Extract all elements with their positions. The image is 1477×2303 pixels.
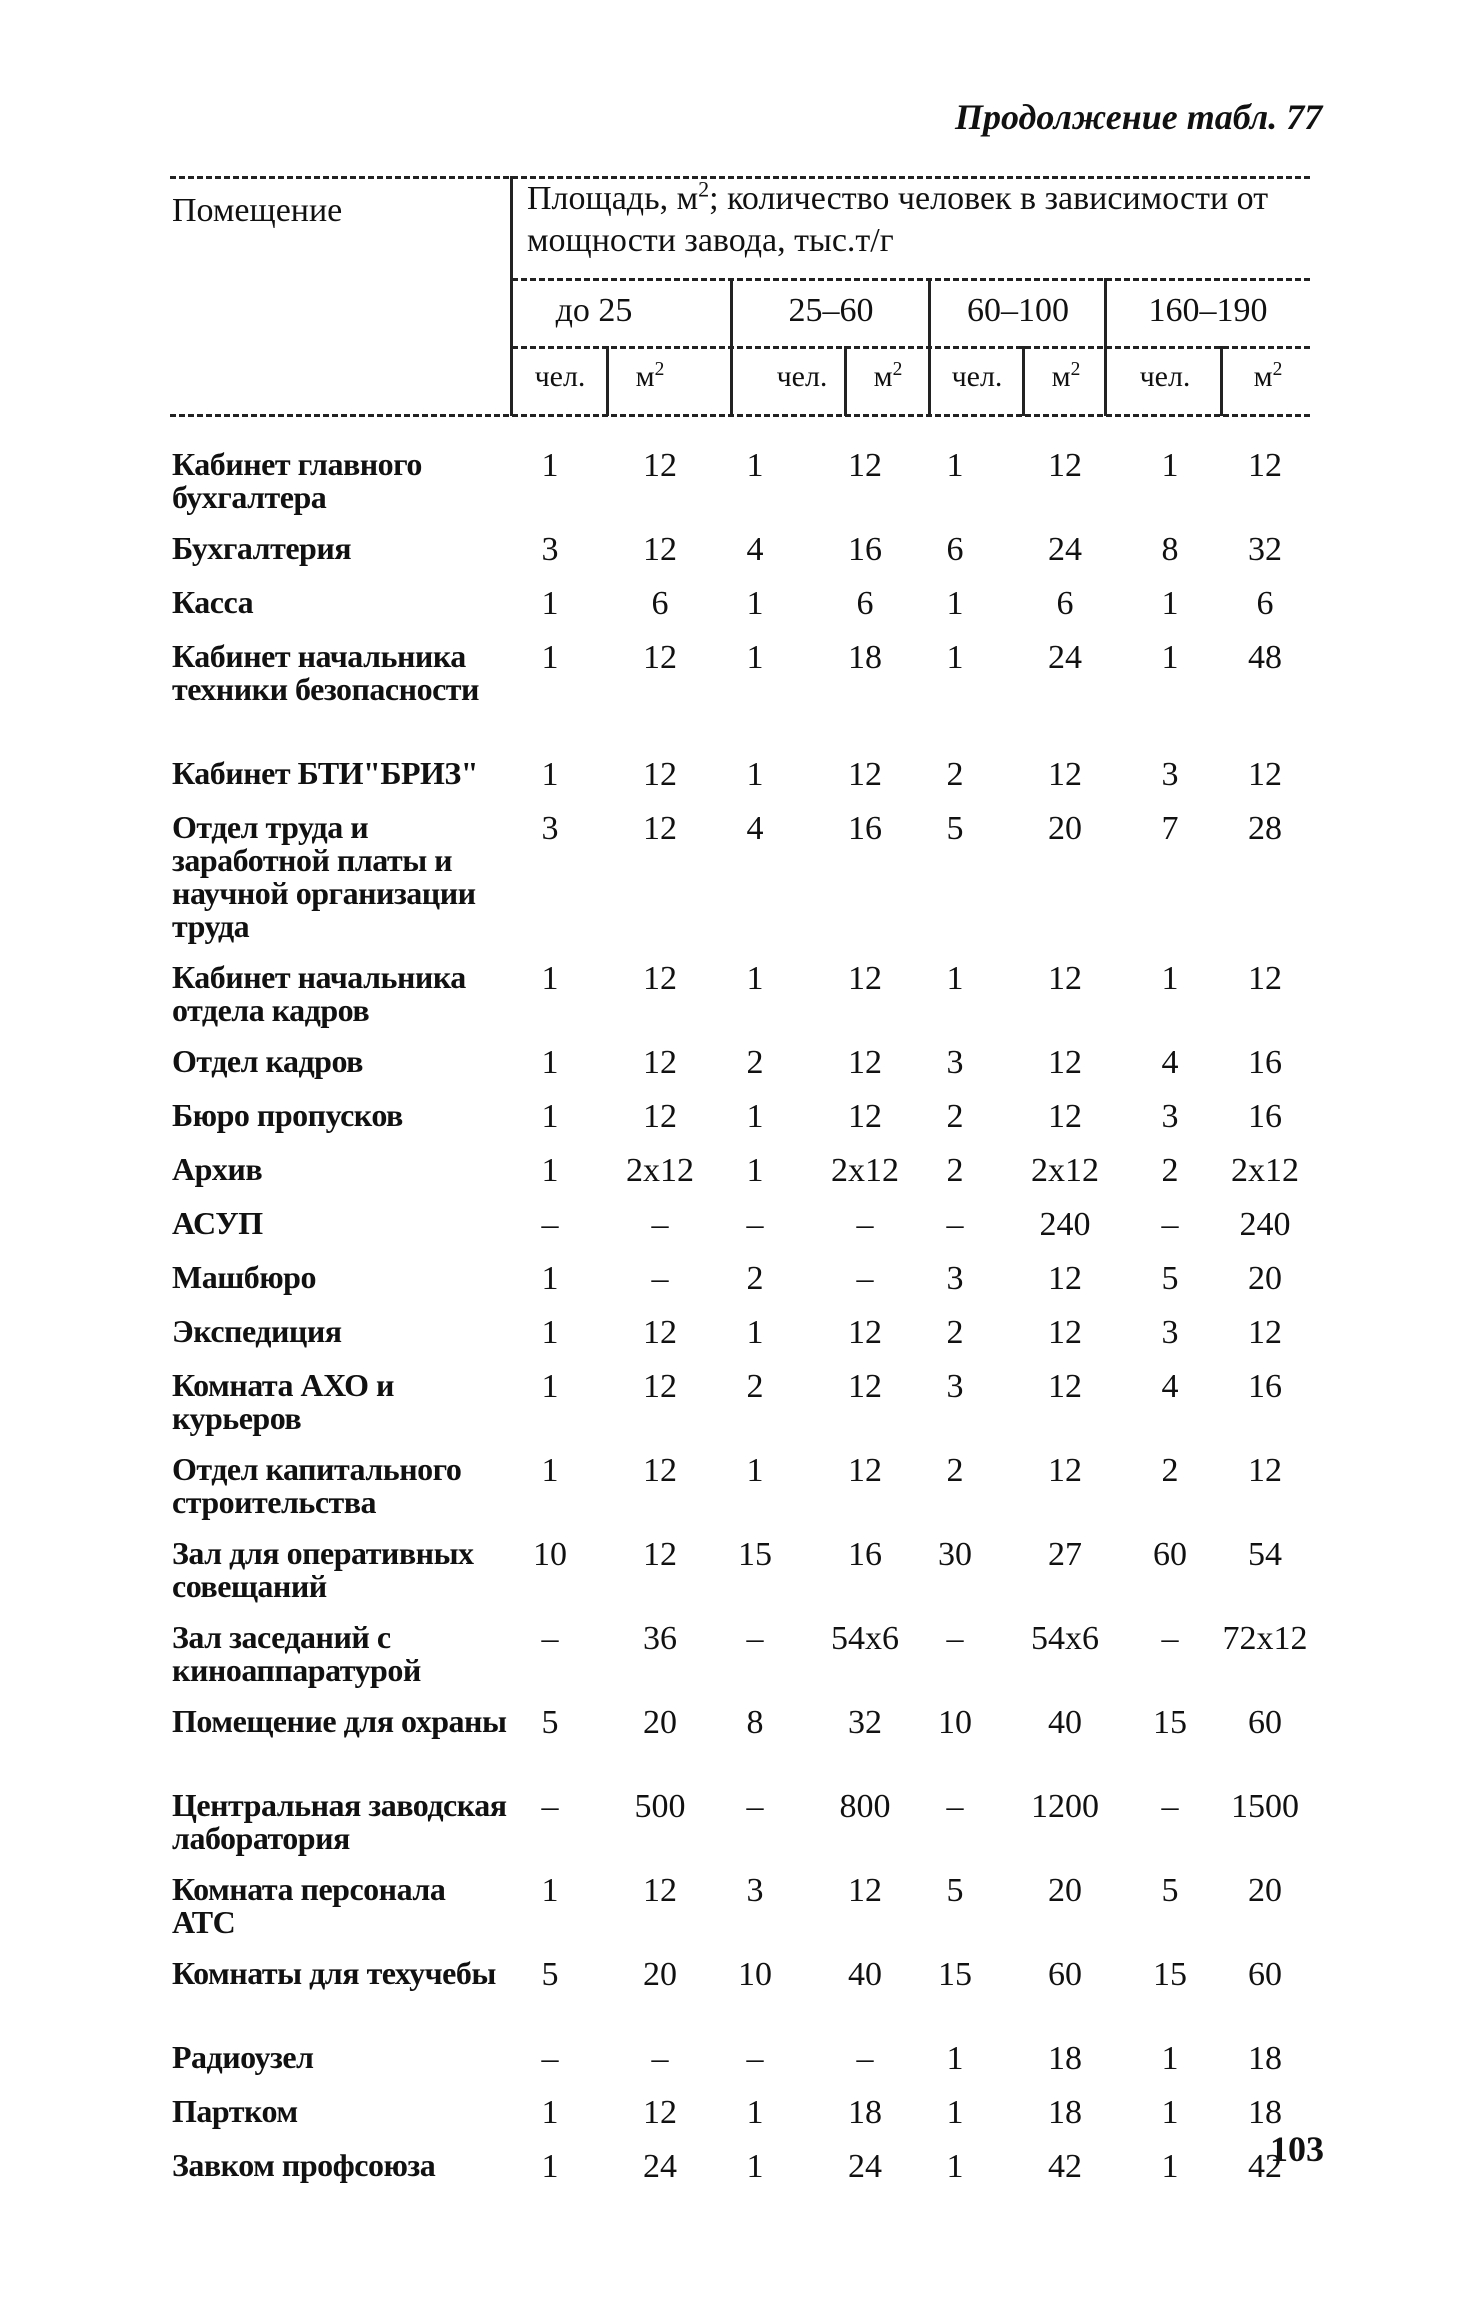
cell-area: 24 [643,2148,677,2185]
table-row [0,640,1477,757]
cell-people: 1 [541,1872,559,1909]
cell-area: 32 [848,1704,882,1741]
cell-area: 20 [1248,1260,1282,1297]
cell-area: 28 [1248,810,1282,847]
cell-area: 2x12 [1031,1152,1099,1189]
cell-people: 3 [1161,1314,1179,1351]
cell-people: – [946,1620,964,1657]
table-row [0,1789,1477,1873]
cell-area: 12 [1048,1044,1082,1081]
cell-people: 1 [946,585,964,622]
row-name: Комната АХО и курьеров [172,1367,394,1436]
cell-people: – [541,2040,559,2077]
cell-area: 18 [1248,2040,1282,2077]
table-row [0,1453,1477,1537]
cell-area: 12 [848,1872,882,1909]
row-name: АСУП [172,1205,263,1241]
cell-area: 12 [848,1098,882,1135]
cell-area: 12 [1048,1260,1082,1297]
row-name: Завком профсоюза [172,2147,436,2183]
cell-area: 12 [643,1044,677,1081]
cell-people: 1 [1161,2148,1179,2185]
cell-people: 1 [541,2148,559,2185]
page-number: 103 [1270,2129,1324,2169]
sub-area: $м^2$ [635,359,665,393]
cell-people: – [541,1788,559,1825]
cell-people: – [1161,1206,1179,1243]
table-row [0,1705,1477,1789]
group-label: 60–100 [967,292,1069,329]
row-name: Помещение для охраны [172,1703,507,1739]
row-name: Экспедиция [172,1313,342,1349]
table-row [0,1153,1477,1207]
cell-area: 16 [1248,1098,1282,1135]
cell-area: 800 [839,1788,891,1825]
cell-area: 12 [848,1044,882,1081]
cell-people: 1 [746,1152,764,1189]
cell-people: 15 [1153,1704,1187,1741]
cell-area: 12 [1048,960,1082,997]
cell-people: 1 [541,1152,559,1189]
cell-people: 2 [946,1314,964,1351]
table-row [0,1537,1477,1621]
cell-area: 18 [848,2094,882,2131]
row-name: Отдел капитального строительства [172,1451,462,1520]
cell-area: 6 [1056,585,1074,622]
row-name: Партком [172,2093,298,2129]
cell-area: 6 [651,585,669,622]
cell-area: 12 [643,960,677,997]
cell-people: – [541,1620,559,1657]
cell-area: 40 [848,1956,882,1993]
cell-area: 16 [1248,1044,1282,1081]
cell-people: 15 [738,1536,772,1573]
cell-area: 12 [643,1368,677,1405]
cell-people: 1 [541,756,559,793]
cell-people: 5 [541,1704,559,1741]
cell-area: 72x12 [1222,1620,1308,1657]
table-row [0,1621,1477,1705]
cell-area: 12 [643,639,677,676]
cell-area: – [651,1260,669,1297]
cell-area: 12 [643,756,677,793]
cell-area: 16 [1248,1368,1282,1405]
group-label: до 25 [555,292,633,329]
cell-area: 12 [848,756,882,793]
cell-area: 6 [856,585,874,622]
cell-area: – [856,2040,874,2077]
cell-people: 1 [746,639,764,676]
cell-area: 12 [1048,1368,1082,1405]
cell-people: 3 [946,1260,964,1297]
sub-divider-4 [1220,346,1223,416]
table-row [0,586,1477,640]
row-name: Отдел труда и заработной платы и научной организации труда [172,809,476,944]
cell-people: – [746,1788,764,1825]
cell-people: 3 [541,810,559,847]
cell-people: 2 [1161,1452,1179,1489]
cell-people: – [541,1206,559,1243]
cell-area: 12 [1248,756,1282,793]
cell-area: 6 [1256,585,1274,622]
cell-area: 240 [1239,1206,1291,1243]
cell-area: 2x12 [1231,1152,1299,1189]
cell-area: 12 [848,1368,882,1405]
cell-area: 20 [1048,1872,1082,1909]
table-row [0,1261,1477,1315]
row-name: Комната персонала АТС [172,1871,446,1940]
cell-people: 15 [938,1956,972,1993]
row-name: Отдел кадров [172,1043,363,1079]
cell-people: 1 [1161,2040,1179,2077]
cell-people: 1 [1161,447,1179,484]
group-label: 25–60 [788,292,874,329]
cell-people: 1 [746,1098,764,1135]
cell-area: 42 [1248,2148,1282,2185]
cell-area: 500 [634,1788,686,1825]
cell-area: 12 [643,1872,677,1909]
header-room: Помещение [172,192,343,229]
cell-people: 4 [746,531,764,568]
cell-area: 12 [643,810,677,847]
cell-area: 12 [848,447,882,484]
sub-area: $м^2$ [1253,359,1283,393]
cell-people: 5 [946,1872,964,1909]
cell-people: 2 [946,1452,964,1489]
cell-area: 12 [848,1314,882,1351]
cell-area: 54x6 [831,1620,899,1657]
cell-area: 40 [1048,1704,1082,1741]
cell-people: 15 [1153,1956,1187,1993]
cell-area: 12 [1048,756,1082,793]
header-divider [510,176,513,416]
sub-people: чел. [951,360,1003,393]
row-name: Бухгалтерия [172,530,352,566]
cell-area: 16 [848,810,882,847]
cell-area: 24 [848,2148,882,2185]
cell-people: – [946,1206,964,1243]
table-row [0,532,1477,586]
cell-people: 1 [541,585,559,622]
sub-area: $м^2$ [873,359,903,393]
cell-area: – [651,1206,669,1243]
cell-people: 2 [946,756,964,793]
cell-people: 1 [946,2040,964,2077]
cell-area: – [856,1260,874,1297]
row-name: Зал заседаний с киноаппаратурой [172,1619,421,1688]
table-row [0,811,1477,961]
cell-people: – [1161,1788,1179,1825]
row-name: Радиоузел [172,2039,314,2075]
cell-area: 20 [1048,810,1082,847]
cell-people: 2 [746,1044,764,1081]
cell-area: 24 [1048,531,1082,568]
cell-people: 1 [746,2094,764,2131]
cell-area: 48 [1248,639,1282,676]
cell-people: 3 [946,1368,964,1405]
cell-people: 1 [746,1314,764,1351]
cell-area: 42 [1048,2148,1082,2185]
cell-people: 1 [541,960,559,997]
cell-area: 12 [643,531,677,568]
cell-people: 3 [1161,756,1179,793]
cell-people: 6 [946,531,964,568]
cell-area: 54 [1248,1536,1282,1573]
cell-people: 2 [746,1260,764,1297]
cell-people: 1 [946,2148,964,2185]
cell-people: 1 [1161,2094,1179,2131]
cell-area: 60 [1248,1956,1282,1993]
row-name: Бюро пропусков [172,1097,403,1133]
cell-area: 12 [1048,1314,1082,1351]
cell-people: 5 [1161,1260,1179,1297]
cell-people: 5 [541,1956,559,1993]
cell-area: 12 [1048,447,1082,484]
cell-people: 1 [946,447,964,484]
cell-people: 1 [541,1452,559,1489]
cell-people: 1 [541,1314,559,1351]
cell-area: 16 [848,1536,882,1573]
table-body [0,448,1477,2203]
table-row [0,1873,1477,1957]
cell-people: – [746,1206,764,1243]
cell-people: 1 [946,960,964,997]
table-row [0,757,1477,811]
cell-people: 1 [946,639,964,676]
cell-people: 1 [746,960,764,997]
cell-people: 4 [746,810,764,847]
row-name: Касса [172,584,254,620]
cell-area: 60 [1048,1956,1082,1993]
row-name: Кабинет главного бухгалтера [172,446,422,515]
sub-people: чел. [776,360,828,393]
cell-area: 2x12 [626,1152,694,1189]
cell-area: 12 [643,1452,677,1489]
cell-people: – [746,2040,764,2077]
cell-area: 27 [1048,1536,1082,1573]
cell-people: 2 [946,1098,964,1135]
cell-people: 1 [541,1368,559,1405]
cell-people: 3 [541,531,559,568]
cell-area: 240 [1039,1206,1091,1243]
sub-divider-3 [1022,346,1025,416]
cell-people: 1 [541,2094,559,2131]
sub-people: чел. [534,360,586,393]
cell-area: 60 [1248,1704,1282,1741]
cell-area: 36 [643,1620,677,1657]
cell-area: 20 [1248,1872,1282,1909]
cell-people: 7 [1161,810,1179,847]
cell-area: 18 [1048,2094,1082,2131]
row-name: Центральная заводская лаборатория [172,1787,507,1856]
table-row [0,1099,1477,1153]
cell-area: 12 [643,447,677,484]
cell-people: – [946,1788,964,1825]
cell-area: 32 [1248,531,1282,568]
table-row [0,1315,1477,1369]
cell-area: 12 [1248,1314,1282,1351]
cell-area: 1500 [1231,1788,1299,1825]
cell-people: – [746,1620,764,1657]
cell-people: 1 [541,447,559,484]
cell-people: 3 [946,1044,964,1081]
cell-area: 12 [643,1536,677,1573]
cell-people: 1 [746,756,764,793]
table-row [0,1369,1477,1453]
cell-people: 5 [1161,1872,1179,1909]
cell-people: 3 [746,1872,764,1909]
cell-area: 54x6 [1031,1620,1099,1657]
row-name: Комнаты для техучебы [172,1955,496,1991]
cell-people: 10 [533,1536,567,1573]
table-row [0,448,1477,532]
cell-area: 12 [643,2094,677,2131]
cell-area: 12 [1048,1452,1082,1489]
row-name: Архив [172,1151,263,1187]
cell-people: 1 [746,447,764,484]
cell-people: 3 [1161,1098,1179,1135]
cell-people: 1 [541,639,559,676]
cell-area: 18 [1248,2094,1282,2131]
cell-people: 1 [946,2094,964,2131]
cell-people: 1 [541,1044,559,1081]
cell-people: 5 [946,810,964,847]
cell-area: – [856,1206,874,1243]
group-divider-3 [1104,278,1107,416]
cell-people: 10 [938,1704,972,1741]
cell-area: 18 [848,639,882,676]
sub-people: чел. [1139,360,1191,393]
cell-area: 20 [643,1956,677,1993]
cell-people: 1 [1161,585,1179,622]
table-row [0,1045,1477,1099]
cell-people: 8 [1161,531,1179,568]
row-name: Кабинет начальника отдела кадров [172,959,466,1028]
cell-people: 2 [946,1152,964,1189]
cell-people: 10 [738,1956,772,1993]
cell-area: 12 [643,1098,677,1135]
header-area-title: Площадь, $м^2$; количество человек в зависимости от мощности завода, тыс.т/г [527,176,1269,259]
cell-area: 2x12 [831,1152,899,1189]
cell-people: 1 [1161,960,1179,997]
sub-divider-2 [844,346,847,416]
cell-people: 1 [746,585,764,622]
cell-people: 8 [746,1704,764,1741]
group-divider-2 [928,278,931,416]
sub-divider-1 [606,346,609,416]
cell-people: – [1161,1620,1179,1657]
sub-top-rule [512,346,1310,349]
cell-people: 1 [1161,639,1179,676]
cell-area: 12 [1248,447,1282,484]
cell-area: – [651,2040,669,2077]
row-name: Зал для оперативных совещаний [172,1535,474,1604]
row-name: Машбюро [172,1259,316,1295]
cell-area: 12 [1248,960,1282,997]
cell-people: 1 [541,1098,559,1135]
table-row [0,1957,1477,2041]
header-bottom-rule [170,414,1310,417]
group-label: 160–190 [1148,292,1268,329]
cell-people: 2 [1161,1152,1179,1189]
table-row [0,1207,1477,1261]
table-row [0,2149,1477,2203]
cell-people: 1 [541,1260,559,1297]
table-row [0,961,1477,1045]
cell-area: 24 [1048,639,1082,676]
cell-area: 12 [1248,1452,1282,1489]
cell-people: 4 [1161,1044,1179,1081]
sub-area: $м^2$ [1051,359,1081,393]
row-name: Кабинет БТИ"БРИЗ" [172,755,479,791]
cell-people: 4 [1161,1368,1179,1405]
cell-area: 12 [848,1452,882,1489]
cell-area: 12 [1048,1098,1082,1135]
cell-area: 1200 [1031,1788,1099,1825]
table-row [0,2095,1477,2149]
table-caption: Продолжение табл. 77 [955,97,1323,137]
cell-area: 12 [643,1314,677,1351]
cell-people: 60 [1153,1536,1187,1573]
cell-people: 2 [746,1368,764,1405]
cell-area: 20 [643,1704,677,1741]
cell-people: 30 [938,1536,972,1573]
table-row [0,2041,1477,2095]
cell-area: 12 [848,960,882,997]
group-divider-1 [730,278,733,416]
cell-people: 1 [746,2148,764,2185]
cell-area: 18 [1048,2040,1082,2077]
group-top-rule [512,278,1310,281]
cell-people: 1 [746,1452,764,1489]
row-name: Кабинет начальника техники безопасности [172,638,479,707]
cell-area: 16 [848,531,882,568]
